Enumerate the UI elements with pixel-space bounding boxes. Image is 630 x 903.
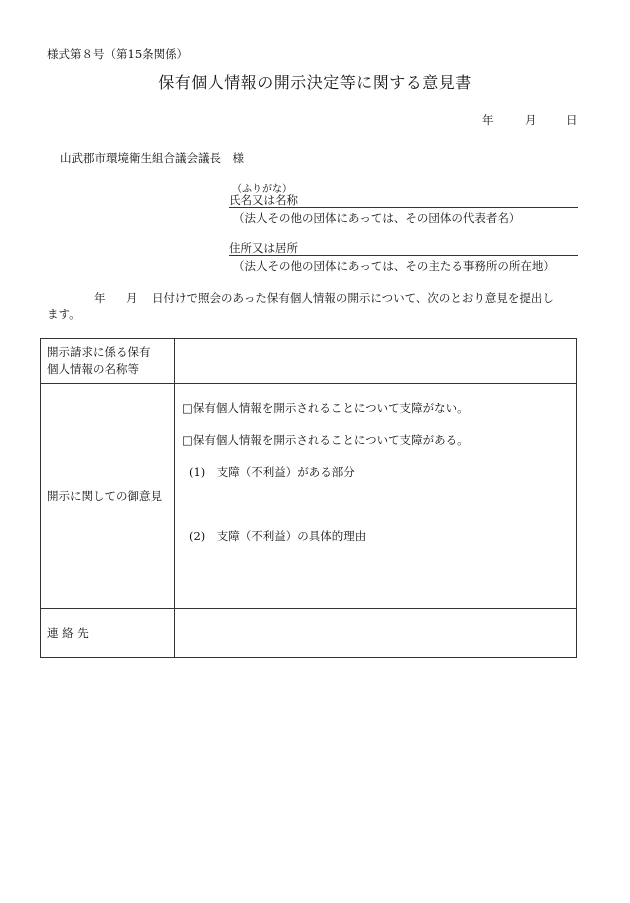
intro-text-cont: ます。 xyxy=(47,307,81,321)
info-name-label xyxy=(41,339,175,384)
opinion-field[interactable] xyxy=(175,384,577,609)
name-label: 氏名又は名称 xyxy=(229,193,298,207)
opinion-table xyxy=(40,338,577,658)
addressee: 山武郡市環境衛生組合議会議長 様 xyxy=(60,151,244,165)
page-title: 保有個人情報の開示決定等に関する意見書 xyxy=(158,73,472,92)
date-day: 日 xyxy=(566,113,578,127)
form-number: 様式第８号（第15条関係） xyxy=(47,47,189,61)
name-field-line[interactable] xyxy=(229,207,578,208)
address-note: （法人その他の団体にあっては、その主たる事務所の所在地） xyxy=(233,259,555,273)
opinion-label: 開示に関しての御意見 xyxy=(41,384,175,609)
info-name-label-text: 開示請求に係る保有個人情報の名称等 xyxy=(47,345,151,376)
contact-field[interactable] xyxy=(175,609,577,658)
date-month: 月 xyxy=(525,113,537,127)
option-issue-checkbox[interactable]: □保有個人情報を開示されることについて支障がある。 xyxy=(182,433,469,447)
furigana-label: （ふりがな） xyxy=(232,184,292,195)
issue-part-label: (1) 支障（不利益）がある部分 xyxy=(189,465,355,479)
name-note: （法人その他の団体にあっては、その団体の代表者名） xyxy=(233,211,521,225)
info-name-field[interactable] xyxy=(175,339,577,384)
issue-reason-label: (2) 支障（不利益）の具体的理由 xyxy=(189,529,367,543)
address-field-line[interactable] xyxy=(229,255,578,256)
intro-text: 日付けで照会のあった保有個人情報の開示について、次のとおり意見を提出し xyxy=(152,291,554,305)
intro-month: 月 xyxy=(126,291,138,305)
address-label: 住所又は居所 xyxy=(229,241,298,255)
date-year: 年 xyxy=(482,113,494,127)
option-no-issue-checkbox[interactable]: □保有個人情報を開示されることについて支障がない。 xyxy=(182,401,469,415)
intro-year: 年 xyxy=(94,291,106,305)
contact-label: 連 絡 先 xyxy=(41,609,175,658)
